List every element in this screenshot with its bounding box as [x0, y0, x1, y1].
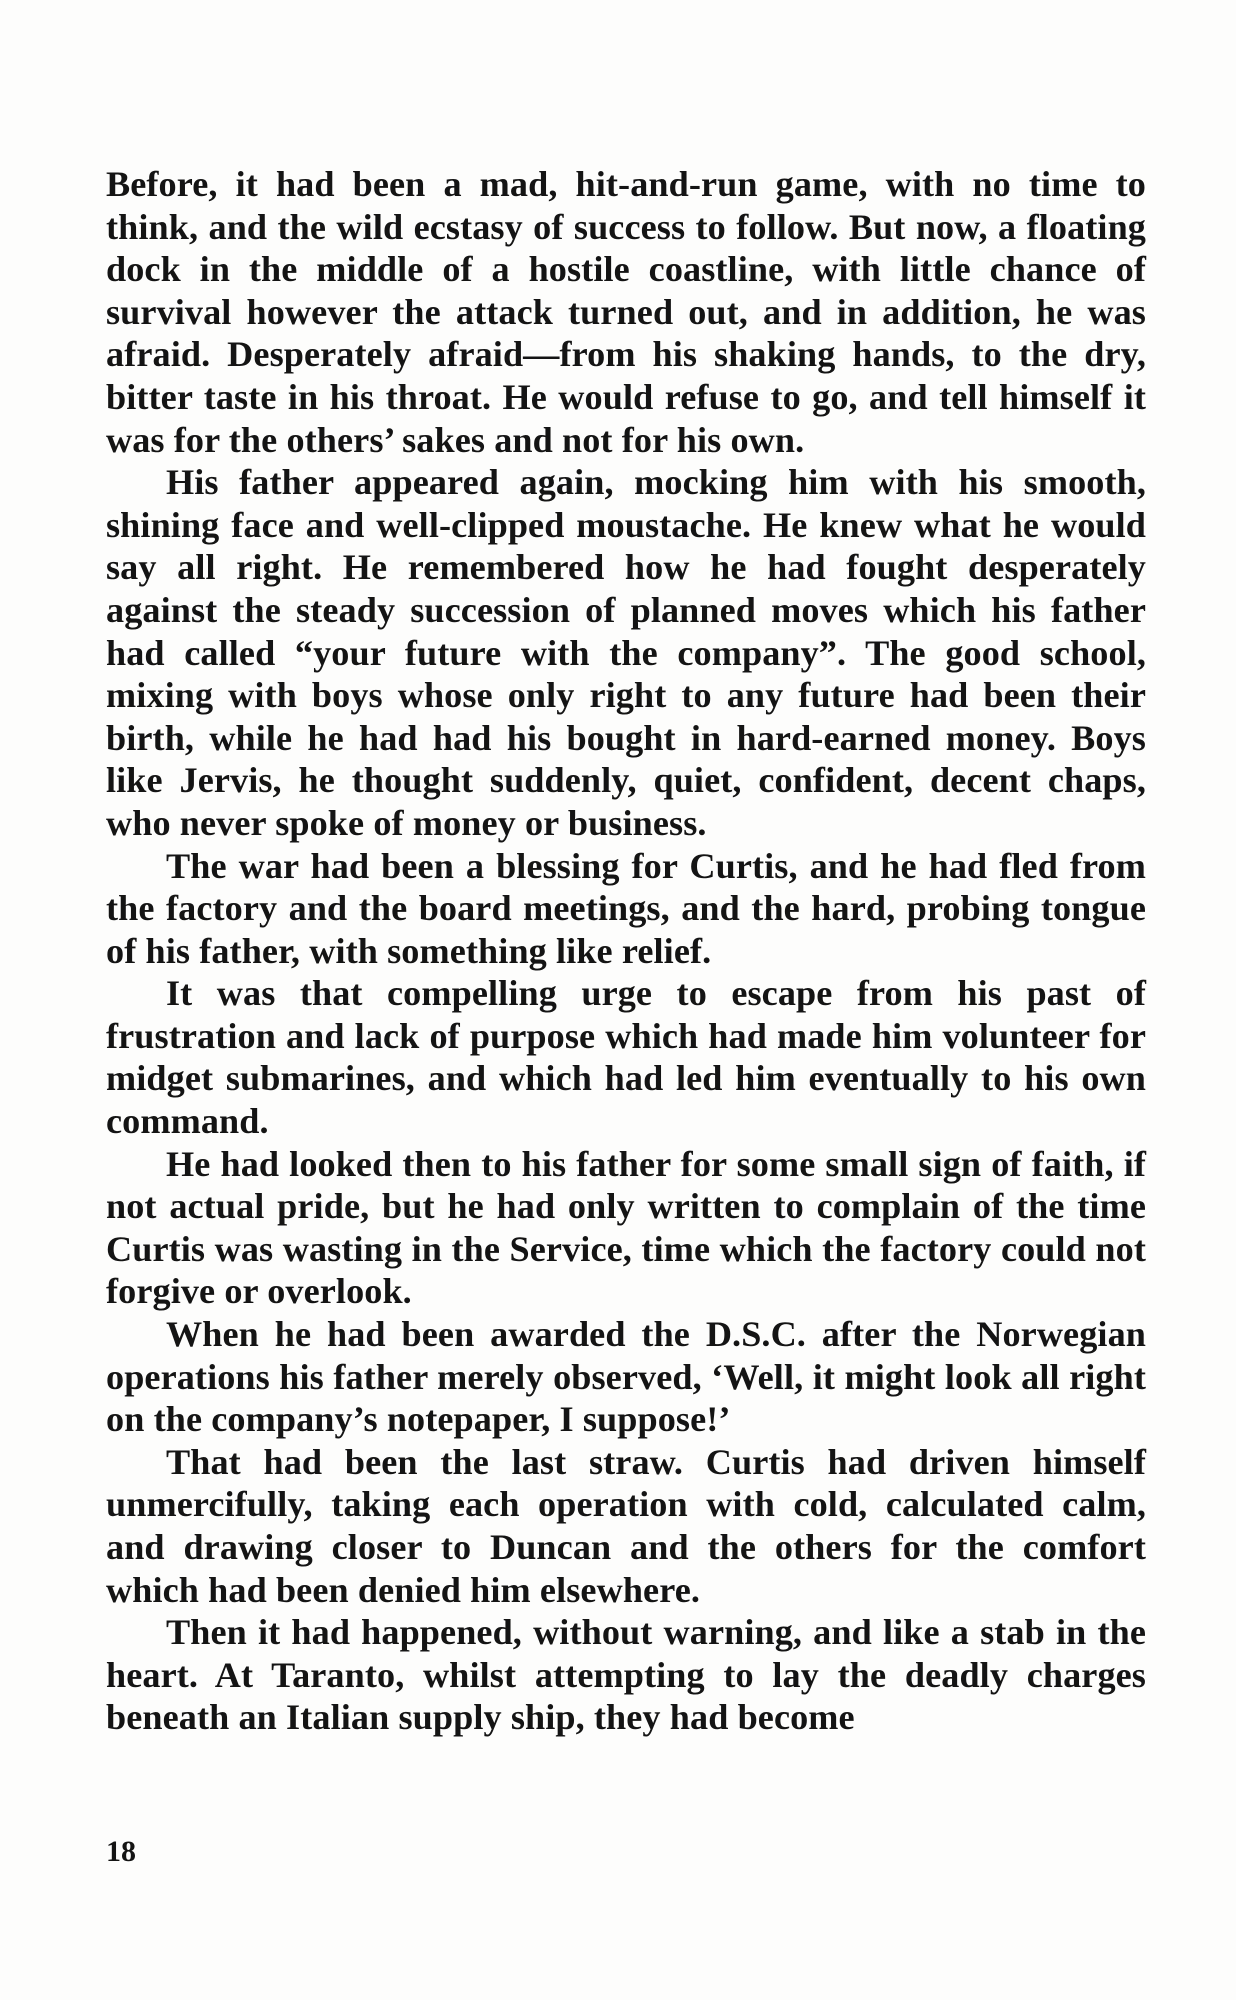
paragraph-8: Then it had happened, without warning, and like a stab in the heart. At Taranto, whilst attempting to lay the deadly charges beneath an Italian supply ship, they had become — [106, 1612, 1146, 1738]
paragraph-6: When he had been awarded the D.S.C. after the Norwegian operations his father merely observed, ‘Well, it might look all right on the company’s notepaper, I suppose!’ — [106, 1314, 1146, 1440]
paragraph-5: He had looked then to his father for some small sign of faith, if not actual pride, but he had only written to complain of the time Curtis was wasting in the Service, time which the factory could not forgive or overlook. — [106, 1143, 1146, 1312]
paragraph-1: Before, it had been a mad, hit-and-run game, with no time to think, and the wild ecstasy of success to follow. But now, a floating dock in the middle of a hostile coastline, with little chance of survival however the attack turned out, and in addition, he was afraid. Desperately afraid—from his shaking hands, to the dry, bitter taste in his throat. He would refuse to go, and tell himself it was for the others’ sakes and not for his own. — [106, 164, 1146, 460]
paragraph-2: His father appeared again, mocking him with his smooth, shining face and well-clipped moustache. He knew what he would say all right. He remembered how he had fought desperately against the steady succession of planned moves which his father had called “your future with the company”. The good school, mixing with boys whose only right to any future had been their birth, while he had had his bought in hard-earned money. Boys like Jervis, he thought suddenly, quiet, confident, decent chaps, who never spoke of money or business. — [106, 462, 1146, 843]
paragraph-4: It was that compelling urge to escape from his past of frustration and lack of purpose which had made him volunteer for midget submarines, and which had led him eventually to his own command. — [106, 973, 1146, 1142]
body-text — [106, 163, 1146, 1739]
paragraph-3: The war had been a blessing for Curtis, and he had fled from the factory and the board meetings, and the hard, probing tongue of his father, with something like relief. — [106, 845, 1146, 971]
paragraph-7: That had been the last straw. Curtis had driven himself unmercifully, taking each operation with cold, calculated calm, and drawing closer to Duncan and the others for the comfort which had been denied him elsewhere. — [106, 1441, 1146, 1610]
page-number: 18 — [106, 1835, 136, 1868]
